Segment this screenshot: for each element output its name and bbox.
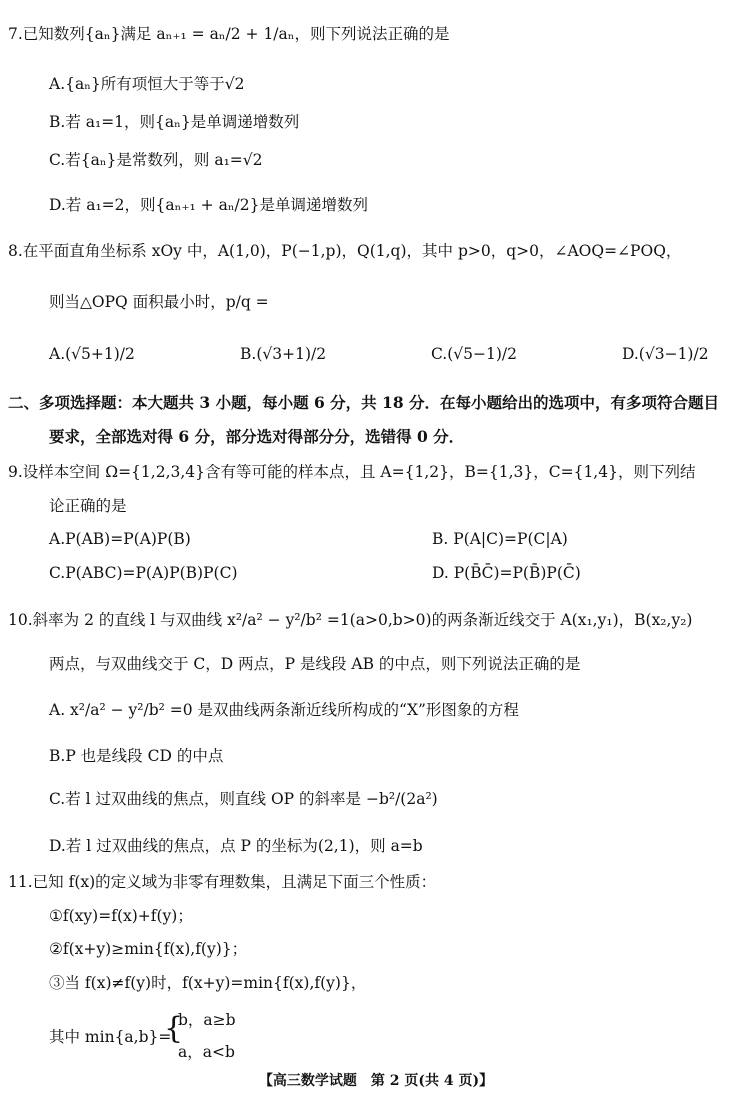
section-2-line1: 二、多项选择题：本大题共 3 小题，每小题 6 分，共 18 分．在每小题给出的选项中，有多项符合题目 [8, 393, 720, 412]
q9-option-d: D. P(B̄C̄)=P(B̄)P(C̄) [432, 564, 581, 582]
q9-option-c: C.P(ABC)=P(A)P(B)P(C) [49, 564, 238, 582]
section-2-line2: 要求，全部选对得 6 分，部分选对得部分分，选错得 0 分． [49, 427, 465, 446]
q8-option-a: A.(√5+1)/2 [49, 345, 135, 363]
q11-min-case-2: a，a<b [178, 1043, 235, 1061]
q11-min-case-1: b，a≥b [178, 1011, 236, 1029]
q10-stem-line1: 10.斜率为 2 的直线 l 与双曲线 x²/a² − y²/b² =1(a>0,b>0)的两条渐近线交于 A(x₁,y₁)，B(x₂,y₂) [8, 611, 693, 629]
q11-property-2: ②f(x+y)≥min{f(x),f(y)}； [49, 940, 248, 958]
q11-min-definition-prefix: 其中 min{a,b}= [49, 1028, 172, 1046]
page-footer: 【高三数学试题 第 2 页(共 4 页)】 [258, 1073, 494, 1089]
q9-stem-line1: 9.设样本空间 Ω={1,2,3,4}含有等可能的样本点，且 A={1,2}，B={1,3}，C={1,4}，则下列结 [8, 463, 696, 481]
q7-option-d: D.若 a₁=2，则{aₙ₊₁ + aₙ/2}是单调递增数列 [49, 196, 368, 214]
q7-option-a: A.{aₙ}所有项恒大于等于√2 [49, 75, 245, 93]
q10-option-c: C.若 l 过双曲线的焦点，则直线 OP 的斜率是 −b²/(2a²) [49, 790, 438, 808]
q7-option-b: B.若 a₁=1，则{aₙ}是单调递增数列 [49, 113, 300, 131]
q11-stem: 11.已知 f(x)的定义域为非零有理数集，且满足下面三个性质： [8, 873, 437, 891]
q7-stem: 7.已知数列{aₙ}满足 aₙ₊₁ = aₙ/2 + 1/aₙ，则下列说法正确的是 [8, 25, 450, 43]
q11-property-3: ③当 f(x)≠f(y)时，f(x+y)=min{f(x),f(y)}， [49, 974, 367, 992]
q9-option-b: B. P(A|C)=P(C|A) [432, 530, 568, 548]
q7-option-c: C.若{aₙ}是常数列，则 a₁=√2 [49, 151, 263, 169]
q11-brace: { [164, 1011, 184, 1046]
q11-property-1: ①f(xy)=f(x)+f(y)； [49, 907, 193, 925]
q8-option-c: C.(√5−1)/2 [431, 345, 517, 363]
q10-stem-line2: 两点，与双曲线交于 C，D 两点，P 是线段 AB 的中点，则下列说法正确的是 [49, 655, 581, 673]
q9-option-a: A.P(AB)=P(A)P(B) [49, 530, 191, 548]
q9-stem-line2: 论正确的是 [49, 497, 127, 515]
q10-option-a: A. x²/a² − y²/b² =0 是双曲线两条渐近线所构成的“X”形图象的方程 [49, 701, 519, 719]
q10-option-d: D.若 l 过双曲线的焦点，点 P 的坐标为(2,1)，则 a=b [49, 837, 423, 855]
q8-option-d: D.(√3−1)/2 [622, 345, 709, 363]
q10-option-b: B.P 也是线段 CD 的中点 [49, 747, 224, 765]
q8-stem-line1: 8.在平面直角坐标系 xOy 中，A(1,0)，P(−1,p)，Q(1,q)，其中 p>0，q>0，∠AOQ=∠POQ， [8, 242, 682, 260]
q8-option-b: B.(√3+1)/2 [240, 345, 327, 363]
q8-stem-line2: 则当△OPQ 面积最小时，p/q = [49, 293, 269, 311]
